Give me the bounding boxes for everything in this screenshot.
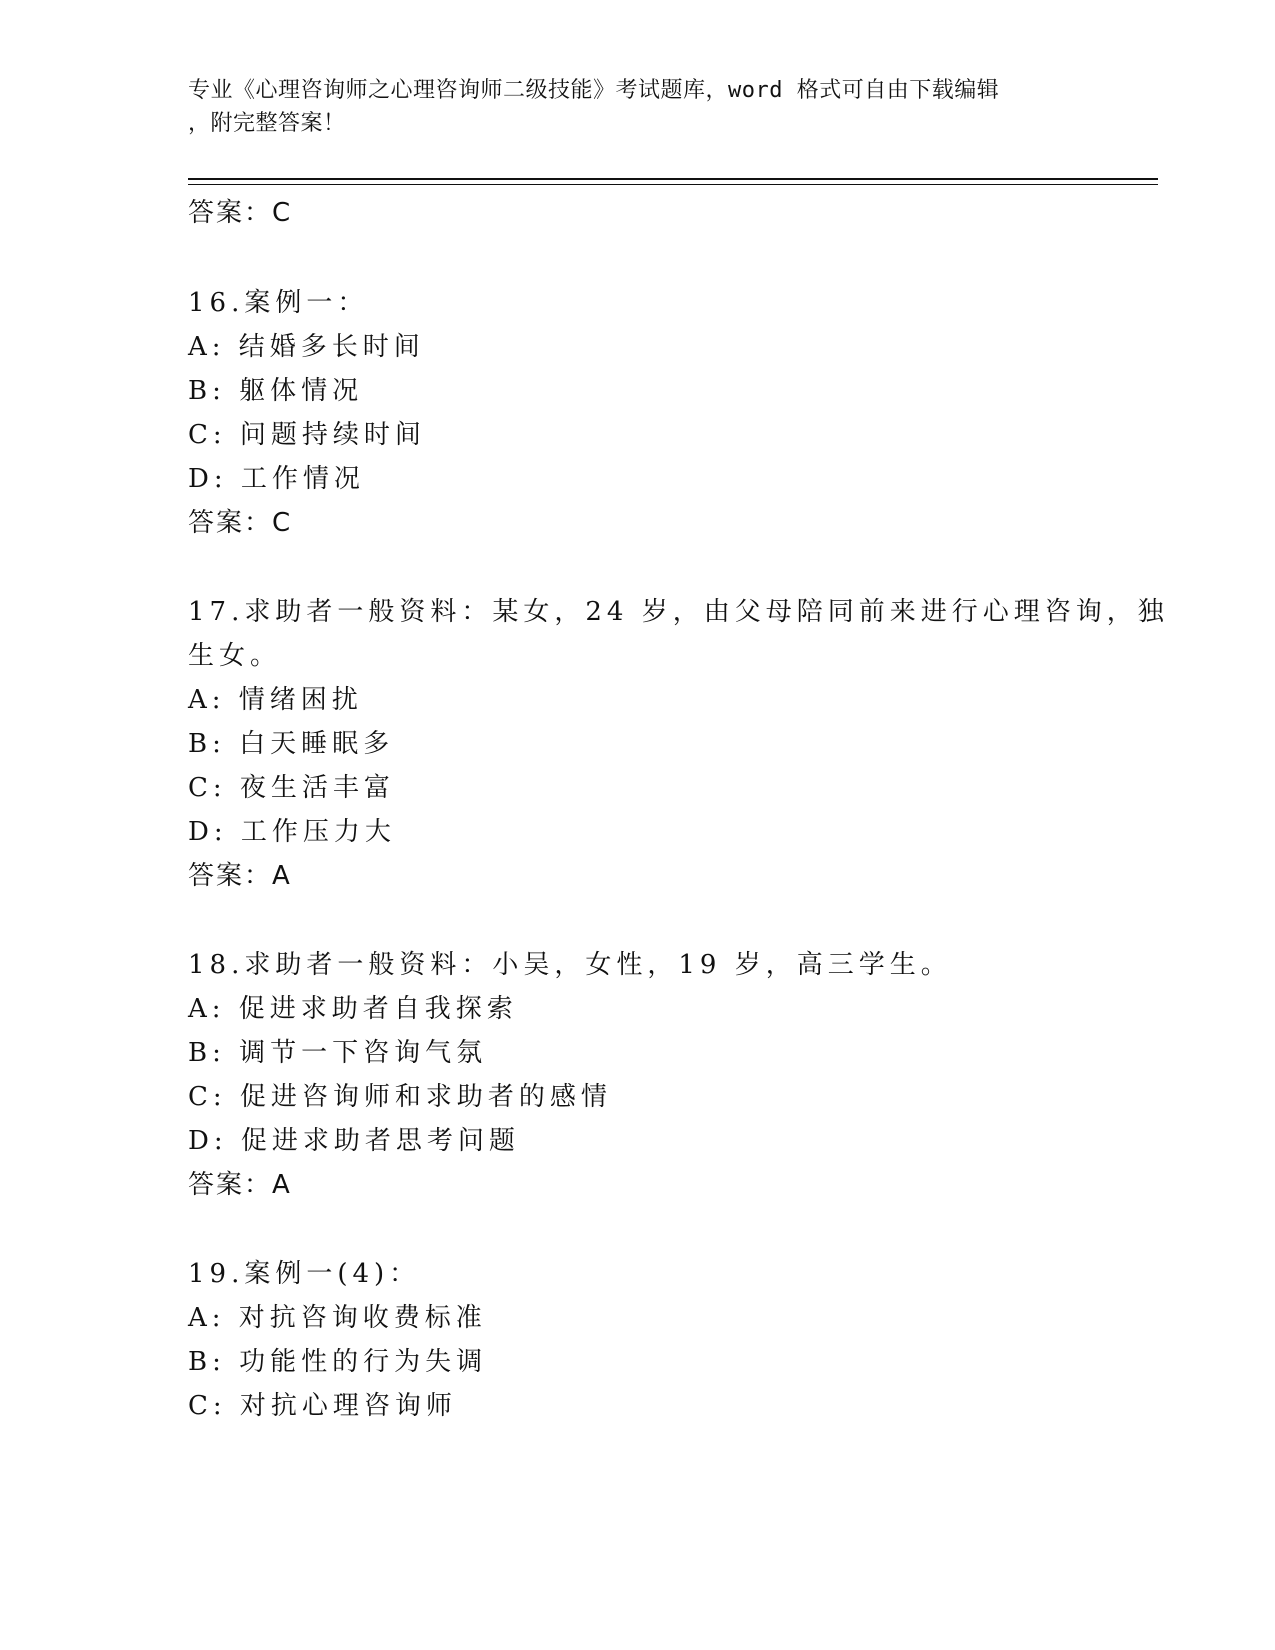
header-divider-thin: [188, 184, 1158, 185]
document-header: [188, 74, 1068, 140]
header-divider-thick: [188, 178, 1158, 180]
option-b: B: 调节一下咨询气氛: [188, 1038, 488, 1068]
option-c: C: 对抗心理咨询师: [188, 1391, 457, 1421]
answer-line: 答案：A: [188, 861, 292, 891]
question-stem: 16.案例一：: [188, 288, 369, 318]
option-c: C: 夜生活丰富: [188, 773, 395, 803]
answer-line: 答案：C: [188, 198, 293, 228]
option-d: D: 工作压力大: [188, 817, 396, 847]
option-a: A: 促进求助者自我探索: [188, 994, 518, 1024]
question-stem-continued: 生女。: [188, 641, 282, 671]
option-a: A: 结婚多长时间: [188, 332, 425, 362]
question-stem: 18.求助者一般资料：小吴，女性，19 岁，高三学生。: [188, 950, 952, 980]
header-line-2: ，附完整答案！: [188, 111, 346, 136]
option-c: C: 促进咨询师和求助者的感情: [188, 1082, 612, 1112]
option-d: D: 促进求助者思考问题: [188, 1126, 520, 1156]
option-a: A: 情绪困扰: [188, 685, 363, 715]
answer-line: 答案：A: [188, 1170, 292, 1200]
question-stem: 19.案例一(4)：: [188, 1259, 421, 1289]
question-stem: 17.求助者一般资料：某女，24 岁，由父母陪同前来进行心理咨询，独: [188, 597, 1169, 627]
option-a: A: 对抗咨询收费标准: [188, 1303, 487, 1333]
option-d: D: 工作情况: [188, 464, 365, 494]
option-c: C: 问题持续时间: [188, 420, 426, 450]
answer-line: 答案：C: [188, 508, 293, 538]
option-b: B: 功能性的行为失调: [188, 1347, 488, 1377]
header-line-1: 专业《心理咨询师之心理咨询师二级技能》考试题库，word 格式可自由下载编辑: [188, 78, 1000, 103]
option-b: B: 躯体情况: [188, 376, 364, 406]
option-b: B: 白天睡眠多: [188, 729, 395, 759]
